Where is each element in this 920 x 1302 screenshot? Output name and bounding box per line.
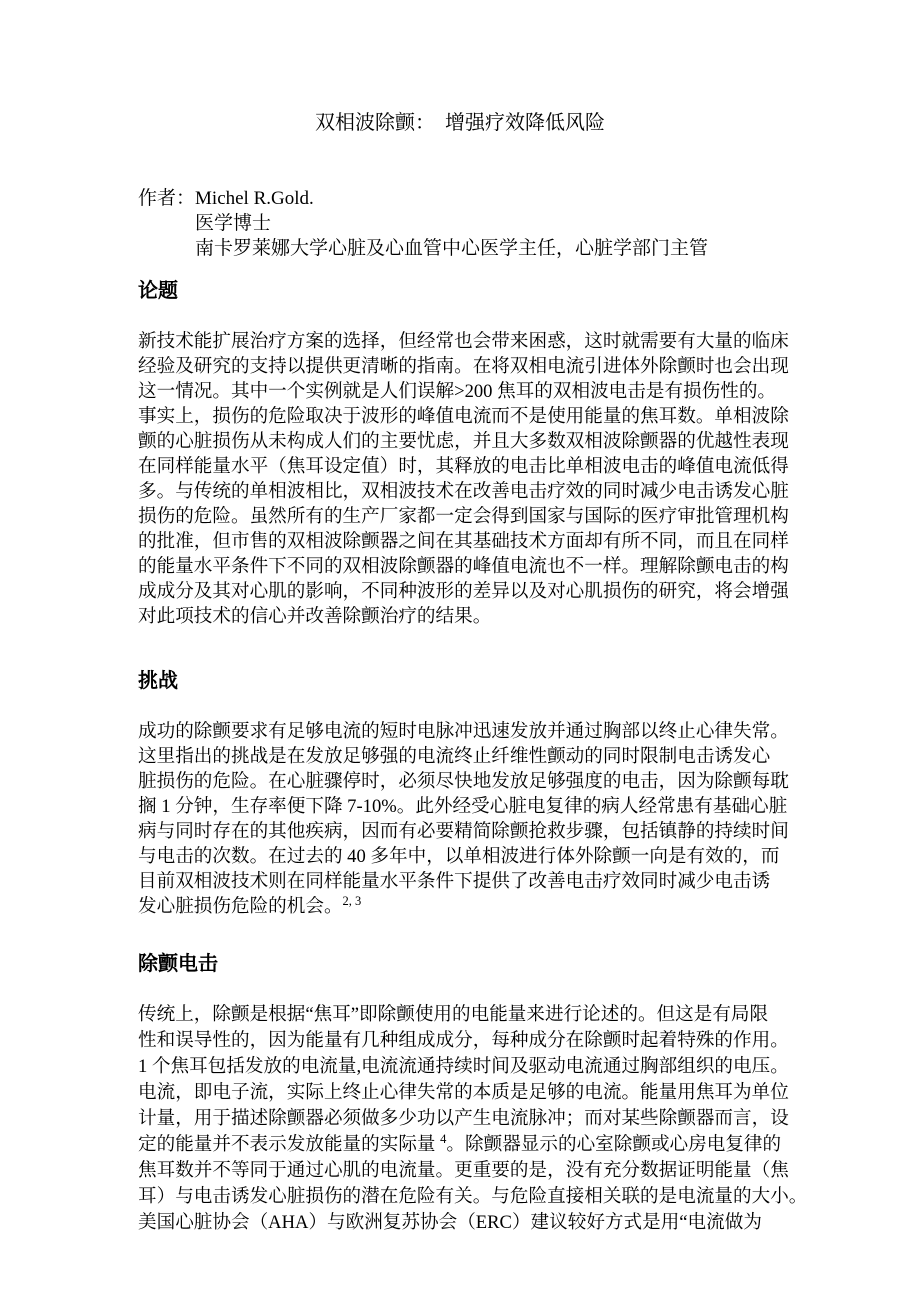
text-line: 多。与传统的单相波相比，双相波技术在改善电击疗效的同时减少电击诱发心脏 [138,481,789,502]
text-line: 搁 1 分钟，生存率便下降 7-10%。此外经受心脏电复律的病人经常患有基础心脏 [138,796,788,817]
text-line: 1 个焦耳包括发放的电流量,电流流通持续时间及驱动电流通过胸部组织的电压。 [138,1056,789,1077]
text-line: 新技术能扩展治疗方案的选择，但经常也会带来困惑，这时就需要有大量的临床 [138,331,789,352]
author-degree: 医学博士 [195,213,272,234]
author-name: Michel R.Gold. [195,188,314,209]
paragraph-challenge [138,719,798,919]
text-line: 这一情况。其中一个实例就是人们误解>200 焦耳的双相波电击是有损伤性的。 [138,381,777,402]
text-line: 焦耳数并不等同于通过心肌的电流量。更重要的是，没有充分数据证明能量（焦 [138,1160,789,1181]
section-heading-topic: 论题 [138,280,178,302]
text-line [138,1132,798,1158]
text-line: 的能量水平条件下不同的双相波除颤器的峰值电流也不一样。理解除颤电击的构 [138,556,789,577]
text-line: 颤的心脏损伤从未构成人们的主要忧虑，并且大多数双相波除颤器的优越性表现 [138,431,789,452]
text-line: 耳）与电击诱发心脏损伤的潜在危险有关。与危险直接相关联的是电流量的大小。 [138,1186,808,1207]
text-line: 对此项技术的信心并改善除颤治疗的结果。 [138,606,492,627]
text-line: 传统上，除颤是根据“焦耳”即除颤使用的电能量来进行论述的。但这是有局限 [138,1004,769,1025]
author-affiliation: 南卡罗莱娜大学心脏及心血管中心医学主任，心脏学部门主管 [195,238,709,259]
text-line: 病与同时存在的其他疾病，因而有必要精简除颤抢救步骤，包括镇静的持续时间 [138,821,789,842]
section-heading-shock: 除颤电击 [138,953,218,975]
text-line: 成功的除颤要求有足够电流的短时电脉冲迅速发放并通过胸部以终止心律失常。 [138,721,789,742]
text-line: 与电击的次数。在过去的 40 多年中，以单相波进行体外除颤一向是有效的，而 [138,846,780,867]
text-line [138,894,798,919]
text-line: 的批准，但市售的双相波除颤器之间在其基础技术方面却有所不同，而且在同样 [138,531,789,552]
footnote-reference: 2, 3 [342,893,362,908]
text-line: 美国心脏协会（AHA）与欧洲复苏协会（ERC）建议较好方式是用“电流做为 [138,1212,762,1233]
text-line: 目前双相波技术则在同样能量水平条件下提供了改善电击疗效同时减少电击诱 [138,871,771,892]
text-segment: 定的能量并不表示发放能量的实际量 [138,1134,441,1155]
author-label: 作者： [138,188,196,209]
author-lines [195,186,708,261]
text-line: 损伤的危险。虽然所有的生产厂家都一定会得到国家与国际的医疗审批管理机构 [138,506,789,527]
paragraph-shock [138,1002,808,1236]
footnote-reference: 4 [440,1131,447,1146]
text-segment: 发心脏损伤危险的机会。 [138,896,343,917]
text-line: 性和误导性的，因为能量有几种组成成分，每种成分在除颤时起着特殊的作用。 [138,1030,789,1051]
text-line: 成成分及其对心肌的影响，不同种波形的差异以及对心肌损伤的研究，将会增强 [138,581,789,602]
text-line: 电流，即电子流，实际上终止心律失常的本质是足够的电流。能量用焦耳为单位 [138,1082,789,1103]
author-block [138,186,708,261]
document-title: 双相波除颤： 增强疗效降低风险 [315,112,605,134]
text-line: 脏损伤的危险。在心脏骤停时，必须尽快地发放足够强度的电击，因为除颤每耽 [138,771,789,792]
section-heading-challenge: 挑战 [138,670,178,692]
text-line: 计量，用于描述除颤器必须做多少功以产生电流脉冲；而对某些除颤器而言，设 [138,1108,789,1129]
text-line: 事实上，损伤的危险取决于波形的峰值电流而不是使用能量的焦耳数。单相波除 [138,406,789,427]
text-segment: 。除颤器显示的心室除颤或心房电复律的 [446,1134,782,1155]
text-line: 在同样能量水平（焦耳设定值）时，其释放的电击比单相波电击的峰值电流低得 [138,456,789,477]
paragraph-topic [138,329,798,629]
text-line: 经验及研究的支持以提供更清晰的指南。在将双相电流引进体外除颤时也会出现 [138,356,789,377]
text-line: 这里指出的挑战是在发放足够强的电流终止纤维性颤动的同时限制电击诱发心 [138,746,771,767]
